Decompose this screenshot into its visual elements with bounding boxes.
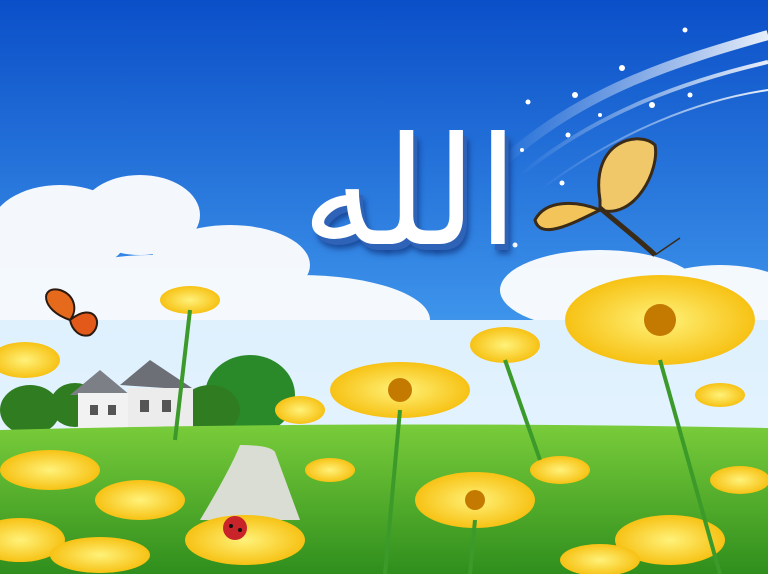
flower bbox=[470, 327, 540, 363]
flower bbox=[415, 472, 535, 528]
flower bbox=[565, 275, 755, 365]
flower bbox=[330, 362, 470, 418]
flower bbox=[185, 515, 305, 565]
flower bbox=[160, 286, 220, 314]
allah-calligraphy: الله bbox=[301, 106, 519, 280]
